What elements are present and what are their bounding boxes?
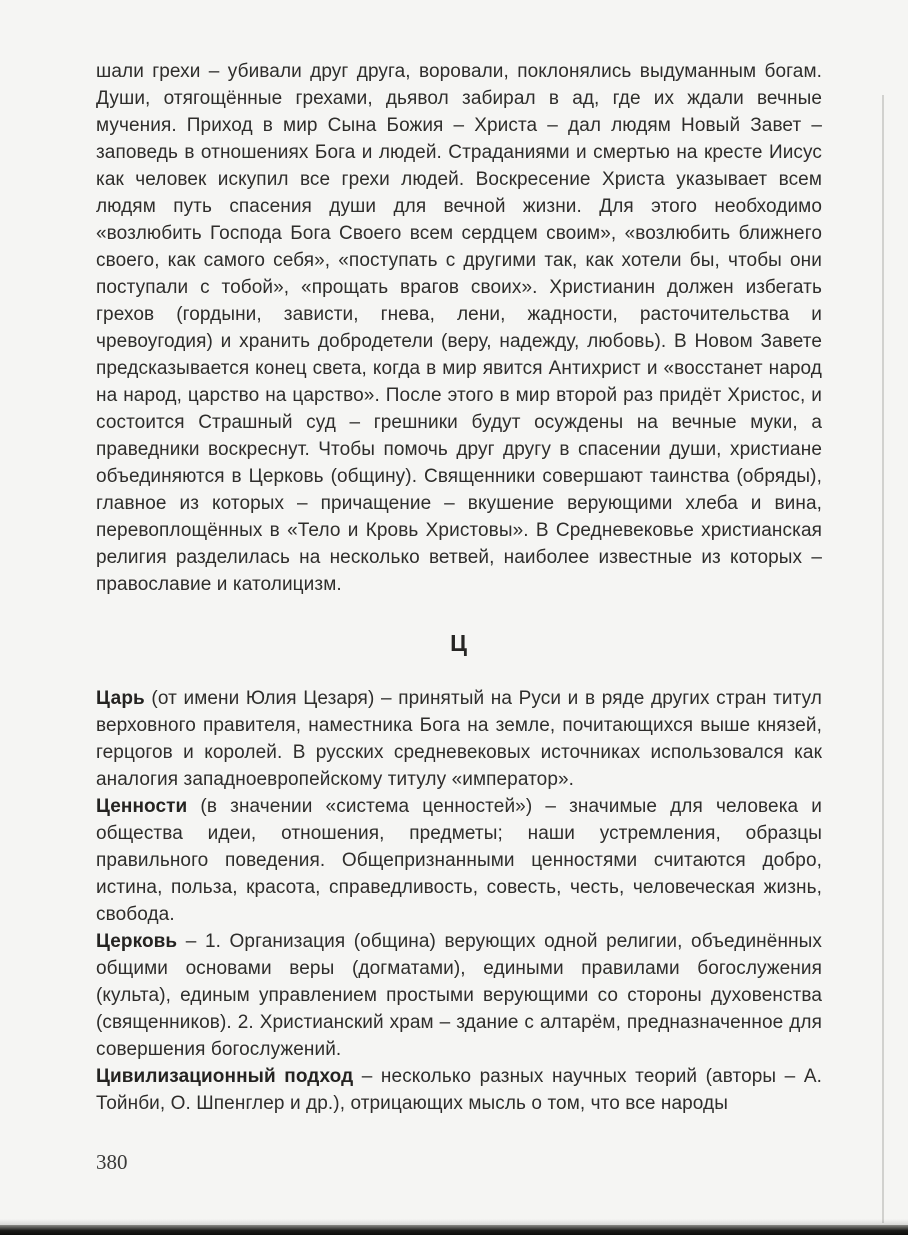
entry-term: Цивилизационный подход (96, 1066, 354, 1087)
entry-body: – 1. Организация (община) верующих одной религии, объединённых общими основами веры (догматами), едиными правилами богослужения (культа), единым управлением простыми верующими со стороны духовенства (священников). 2. Христианский храм – здание с алтарём, предназначенное для совершения богослужений. (96, 931, 822, 1060)
scan-edge-bottom (0, 1225, 908, 1235)
entry-body: (от имени Юлия Цезаря) – принятый на Руси и в ряде других стран титул верховного правителя, наместника Бога на земле, почитающихся выше князей, герцогов и королей. В русских средневековых источниках использовался как аналогия западноевропейскому титулу «император». (96, 688, 822, 790)
entry-term: Церковь (96, 931, 178, 952)
entry-body: – несколько разных научных теорий (авторы – А. Тойнби, О. Шпенглер и др.), отрицающих мысль о том, что все народы (96, 1066, 822, 1114)
scan-edge-right (882, 95, 884, 1223)
glossary-entry-tsar (96, 685, 822, 793)
continuation-paragraph: шали грехи – убивали друг друга, воровали, поклонялись выдуманным богам. Души, отягощённые грехами, дьявол забирал в ад, где их ждали вечные мучения. Приход в мир Сына Божия – Христа – дал людям Новый Завет – заповедь в отношениях Бога и людей. Страданиями и смертью на кресте Иисус как человек искупил все грехи людей. Воскресение Христа указывает всем людям путь спасения души для вечной жизни. Для этого необходимо «возлюбить Господа Бога Своего всем сердцем своим», «возлюбить ближнего своего, как самого себя», «поступать с другими так, как хотели бы, чтобы они поступали с тобой», «прощать врагов своих». Христианин должен избегать грехов (гордыни, зависти, гнева, лени, жадности, расточительства и чревоугодия) и хранить добродетели (веру, надежду, любовь). В Новом Завете предсказывается конец света, когда в мир явится Антихрист и «восстанет народ на народ, царство на царство». После этого в мир второй раз придёт Христос, и состоится Страшный суд – грешники будут осуждены на вечные муки, а праведники воскреснут. Чтобы помочь друг другу в спасении души, христиане объединяются в Церковь (общину). Священники совершают таинства (обряды), главное из которых – причащение – вкушение верующими хлеба и вина, перевоплощённых в «Тело и Кровь Христовы». В Средневековье христианская религия разделилась на несколько ветвей, наиболее известные из которых – православие и католицизм. (96, 61, 822, 595)
glossary-entry-tsivilizatsionny-podkhod (96, 1063, 822, 1117)
section-heading-letter: Ц (450, 630, 468, 656)
entry-term: Царь (96, 688, 145, 709)
glossary-entry-tsennosti (96, 793, 822, 928)
entry-body: (в значении «система ценностей») – значимые для человека и общества идеи, отношения, предметы; наши устремления, образцы правильного поведения. Общепризнанными ценностями считаются добро, истина, польза, красота, справедливость, совесть, честь, человеческая жизнь, свобода. (96, 796, 822, 925)
page-number: 380 (96, 1150, 128, 1174)
entry-term: Ценности (96, 796, 188, 817)
text-block (96, 58, 822, 1117)
glossary-entry-tserkov (96, 928, 822, 1063)
